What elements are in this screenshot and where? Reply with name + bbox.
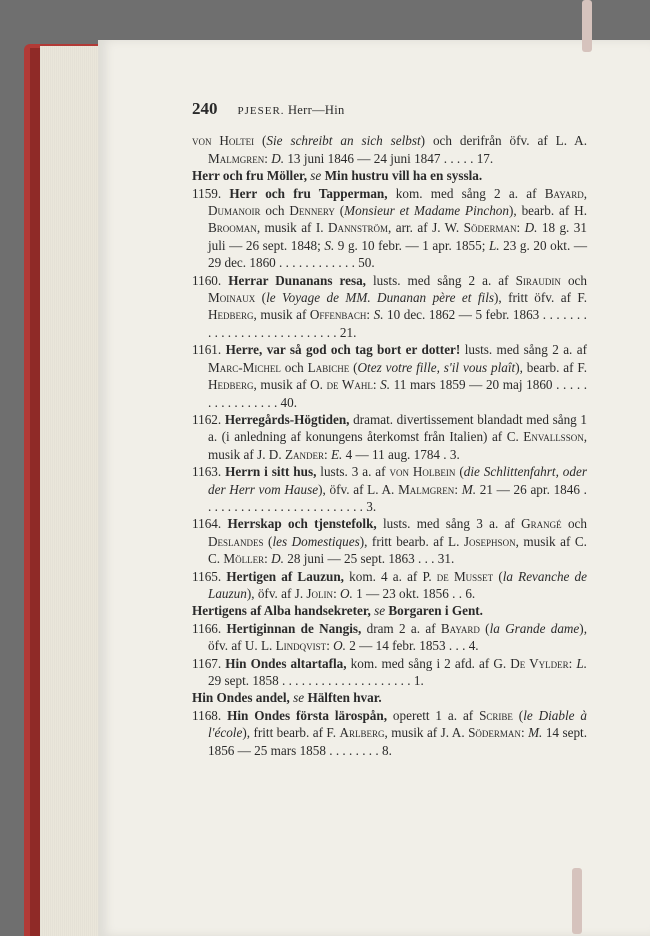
catalog-entry: 1168. Hin Ondes första lärospån, operett 1 a. af Scribe (le Diable à l'école), fritt bearb. af F. Arlberg, musik af J. A. Söderman: M. 14 sept. 1856 — 25 mars 1858 . . . . . . . . 8. [192, 707, 587, 758]
page-edges [40, 46, 98, 936]
cross-reference: Hertigens af Alba handsekreter, se Borgaren i Gent. [192, 603, 483, 619]
page-header [192, 100, 587, 120]
catalog-entry: 1160. Herrar Dunanans resa, lusts. med sång 2 a. af Siraudin och Moinaux (le Voyage de MM. Dunanan père et fils), fritt öfv. af F. Hedberg, musik af Offenbach: S. 10 dec. 1862 — 5 febr. 1863 . . . . . . . . . . . . . . . . . . . . . . . . . . . 21. [192, 272, 587, 340]
catalog-entry: 1165. Hertigen af Lauzun, kom. 4 a. af P. de Musset (la Revanche de Lauzun), öfv. af J. Jolin: O. 1 — 23 okt. 1856 . . 6. [192, 568, 587, 601]
cross-reference: Hin Ondes andel, se Hälften hvar. [192, 690, 382, 706]
entry-continuation: von Holtei (Sie schreibt an sich selbst) och derifrån öfv. af L. A. Malmgren: D. 13 juni 1846 — 24 juni 1847 . . . . . 17. [192, 133, 588, 166]
running-head-prefix: PJESER. [237, 105, 285, 117]
entry-list [192, 132, 587, 759]
catalog-entry: 1159. Herr och fru Tapperman, kom. med sång 2 a. af Bayard, Dumanoir och Dennery (Monsieur et Madame Pinchon), bearb. af H. Brooman, musik af I. Dannström, arr. af J. W. Söderman: D. 18 g. 31 juli — 26 sept. 1848; S. 9 g. 10 febr. — 1 apr. 1855; L. 23 g. 20 okt. — 29 dec. 1860 . . . . . . . . . . . . 50. [192, 185, 588, 271]
catalog-entry: 1162. Herregårds-Högtiden, dramat. divertissement blandadt med sång 1 a. (i anledning af konungens återkomst från Italien) af C. Envallsson, musik af J. D. Zander: E. 4 — 11 aug. 1784 . 3. [192, 411, 588, 462]
catalog-entry: 1163. Herrn i sitt hus, lusts. 3 a. af von Holbein (die Schlittenfahrt, oder der Herr vom Hause), öfv. af L. A. Malmgren: M. 21 — 26 apr. 1846 . . . . . . . . . . . . . . . . . . . . . . . . . 3. [192, 464, 587, 514]
page-content [192, 100, 587, 759]
catalog-entry: 1166. Hertiginnan de Nangis, dram 2 a. af Bayard (la Grande dame), öfv. af U. L. Lindqvist: O. 2 — 14 febr. 1853 . . . 4. [192, 620, 587, 654]
cover-edge [30, 48, 40, 936]
catalog-entry: 1167. Hin Ondes altartafla, kom. med sång i 2 afd. af G. De Vylder: L. 29 sept. 1858 . . . . . . . . . . . . . . . . . . . . 1. [192, 655, 587, 688]
page-number: 240 [192, 99, 218, 118]
running-head-suffix: Herr—Hin [287, 103, 345, 117]
catalog-entry: 1161. Herre, var så god och tag bort er dotter! lusts. med sång 2 a. af Marc-Michel och Labiche (Otez votre fille, s'il vous plaît), bearb. af F. Hedberg, musik af O. de Wahl: S. 11 mars 1859 — 20 maj 1860 . . . . . . . . . . . . . . . . 40. [192, 342, 588, 410]
running-head [238, 102, 345, 120]
cross-reference: Herr och fru Möller, se Min hustru vill ha en syssla. [192, 168, 483, 184]
bookmark-ribbon-bottom [572, 868, 582, 934]
catalog-entry: 1164. Herrskap och tjenstefolk, lusts. med sång 3 a. af Grangé och Deslandes (les Domestiques), fritt bearb. af L. Josephson, musik af C. C. Möller: D. 28 juni — 25 sept. 1863 . . . 31. [192, 516, 587, 567]
bookmark-ribbon-top [582, 0, 592, 52]
